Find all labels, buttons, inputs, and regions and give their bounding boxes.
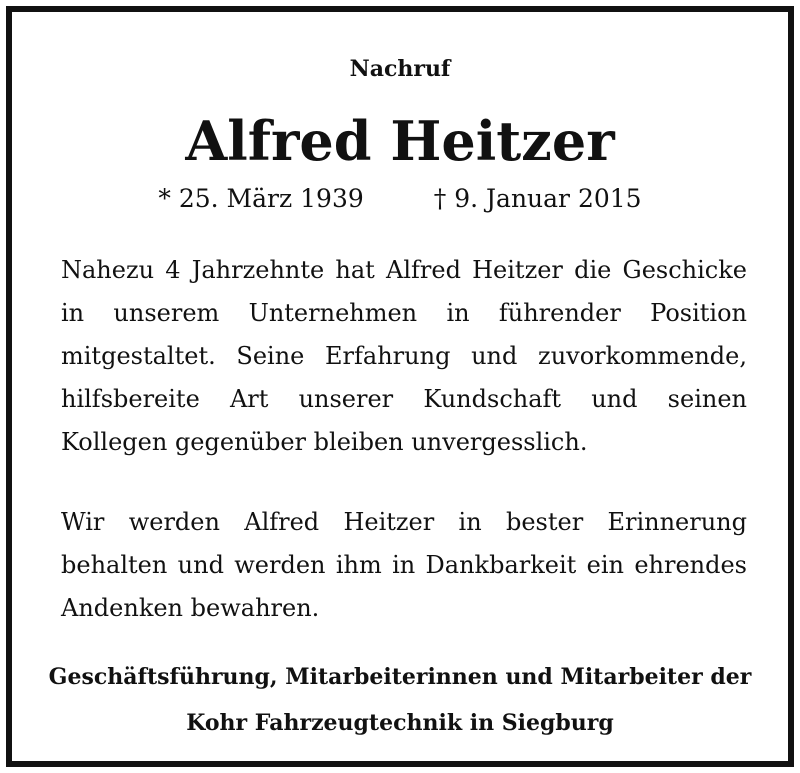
remembrance-paragraph: Wir werden Alfred Heitzer in bester Erinnerung behalten und werden ihm in Dankbarkeit ein ehrendes Andenken bewahren.: [61, 508, 747, 622]
signoff-line-1: Geschäftsführung, Mitarbeiterinnen und Mitarbeiter der: [48, 664, 752, 690]
obituary-notice: [6, 6, 794, 767]
notice-heading: Nachruf: [349, 56, 451, 82]
tribute-paragraph: Nahezu 4 Jahrzehnte hat Alfred Heitzer die Geschicke in unserem Unternehmen in führender Position mitgestaltet. Seine Erfahrung und zuvorkommende, hilfsbereite Art unserer Kundschaft und seinen Kollegen gegenüber bleiben unvergesslich.: [61, 256, 747, 456]
life-dates: [12, 184, 788, 213]
death-date: † 9. Januar 2015: [433, 184, 642, 213]
signoff-line-2: Kohr Fahrzeugtechnik in Siegburg: [186, 710, 614, 736]
deceased-name: Alfred Heitzer: [185, 109, 615, 173]
birth-date: * 25. März 1939: [158, 184, 364, 213]
signoff: [12, 654, 788, 746]
